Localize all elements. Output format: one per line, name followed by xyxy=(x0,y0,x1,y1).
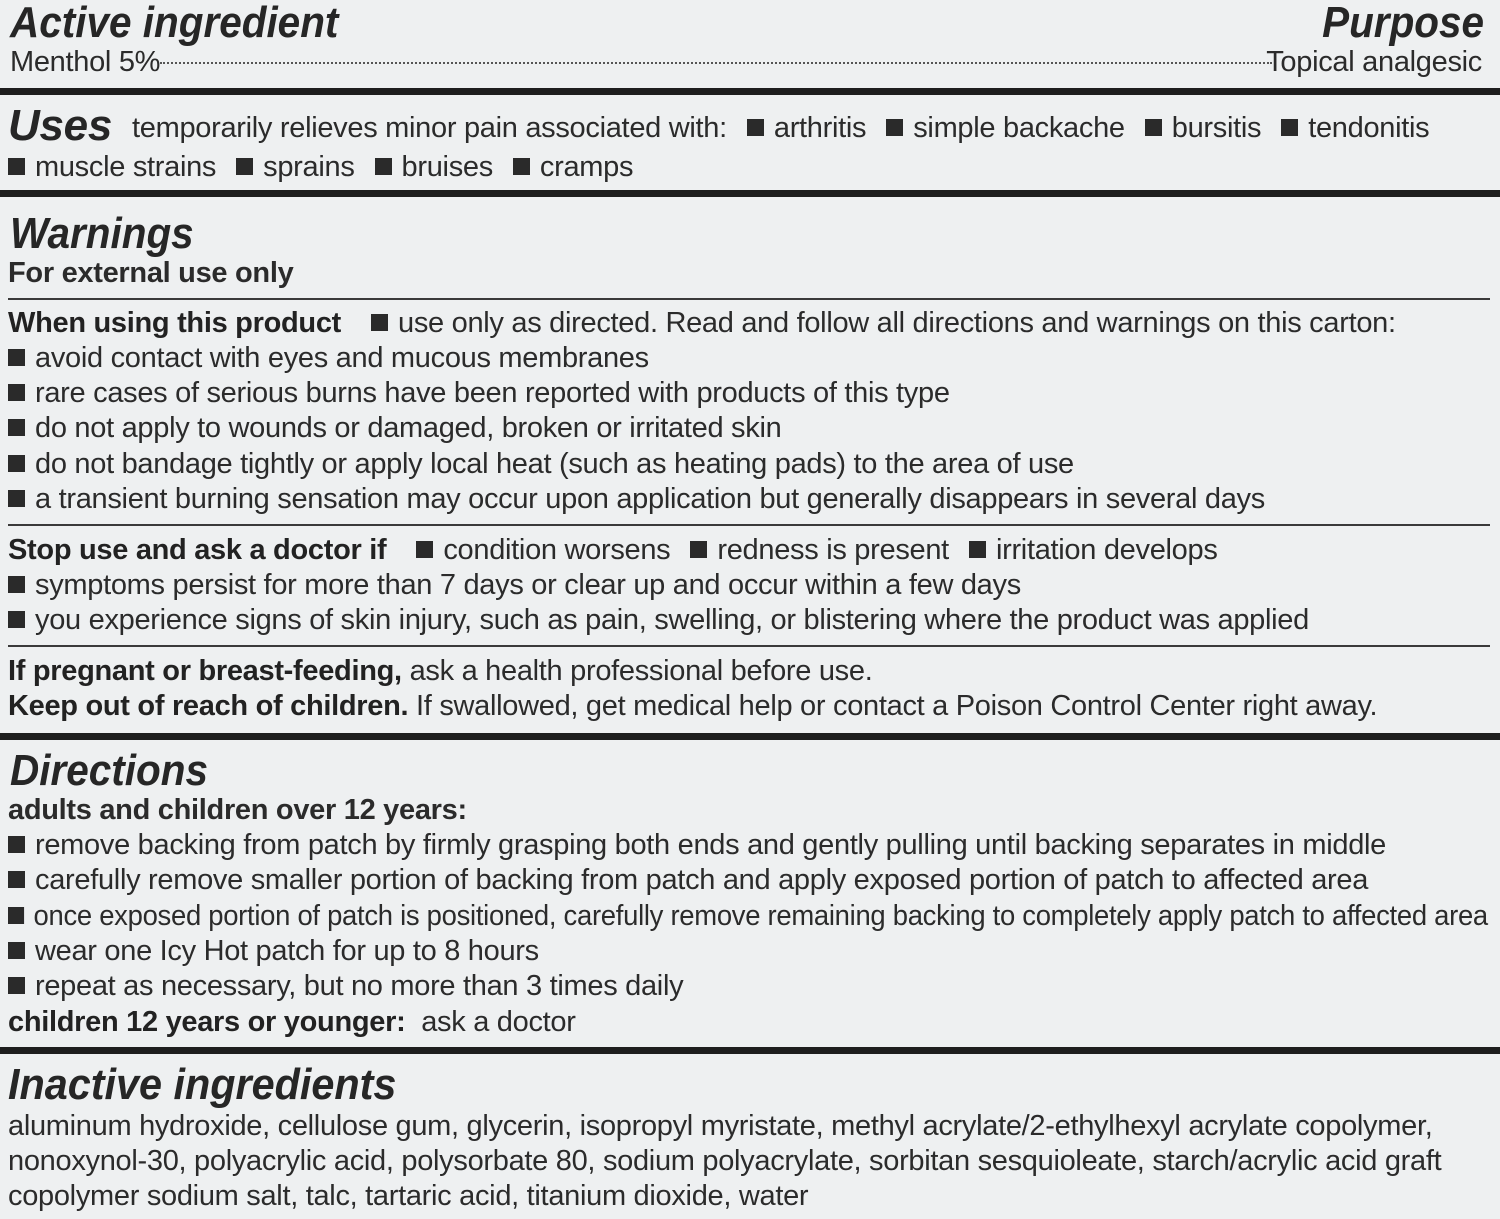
when-using-item: do not bandage tightly or apply local heat (such as heating pads) to the area of use xyxy=(35,448,1074,480)
active-ingredient-name: Menthol 5% xyxy=(10,46,161,78)
uses-heading: Uses xyxy=(8,101,112,150)
external-use-text: For external use only xyxy=(8,257,294,289)
uses-item: simple backache xyxy=(913,112,1125,144)
directions-item: once exposed portion of patch is positioned, carefully remove remaining backing to completely apply patch to affected area xyxy=(33,900,1488,932)
uses-item: cramps xyxy=(539,151,634,183)
bullet-icon xyxy=(416,541,433,558)
when-using-item: do not apply to wounds or damaged, broken or irritated skin xyxy=(35,412,782,444)
bullet-icon xyxy=(1145,119,1162,136)
active-ingredient-heading: Active ingredient xyxy=(10,0,339,47)
when-using-item: use only as directed. Read and follow all directions and warnings on this carton: xyxy=(398,307,1396,339)
bullet-icon xyxy=(690,541,707,558)
bullet-icon xyxy=(8,836,25,853)
stop-use-item: you experience signs of skin injury, such as pain, swelling, or blistering where the product was applied xyxy=(35,604,1309,636)
bullet-icon xyxy=(8,942,25,959)
active-ingredient-section xyxy=(0,0,1500,88)
bullet-icon xyxy=(8,384,25,401)
bullet-icon xyxy=(8,576,25,593)
bullet-icon xyxy=(8,490,25,507)
bullet-icon xyxy=(8,907,24,924)
stop-use-item: symptoms persist for more than 7 days or clear up and occur within a few days xyxy=(35,569,1021,601)
bullet-icon xyxy=(969,541,986,558)
subsection-divider xyxy=(8,645,1490,647)
directions-children-text: ask a doctor xyxy=(421,1006,576,1038)
directions-item: carefully remove smaller portion of backing from patch and apply exposed portion of patch to affected area xyxy=(35,864,1369,896)
inactive-ingredients-heading: Inactive ingredients xyxy=(8,1060,397,1109)
bullet-icon xyxy=(371,314,388,331)
directions-item: remove backing from patch by firmly grasping both ends and gently pulling until backing separates in middle xyxy=(35,829,1386,861)
warnings-heading: Warnings xyxy=(10,209,194,258)
subsection-divider xyxy=(8,298,1490,300)
children-warning-label: Keep out of reach of children. xyxy=(8,690,409,722)
directions-adults-label: adults and children over 12 years: xyxy=(8,794,467,826)
uses-item: bursitis xyxy=(1171,112,1262,144)
inactive-ingredients-section xyxy=(0,1054,1500,1219)
directions-children-label: children 12 years or younger: xyxy=(8,1006,406,1038)
uses-section xyxy=(0,95,1500,190)
bullet-icon xyxy=(747,119,764,136)
directions-item: wear one Icy Hot patch for up to 8 hours xyxy=(35,935,539,967)
uses-item: muscle strains xyxy=(35,151,217,183)
uses-item: arthritis xyxy=(773,112,867,144)
when-using-item: rare cases of serious burns have been reported with products of this type xyxy=(35,377,950,409)
directions-section xyxy=(0,740,1500,1047)
inactive-ingredients-line: nonoxynol-30, polyacrylic acid, polysorbate 80, sodium polyacrylate, sorbitan sesquioleate, starch/acrylic acid graft xyxy=(8,1145,1442,1177)
section-divider xyxy=(0,190,1500,197)
bullet-icon xyxy=(513,158,530,175)
uses-item: tendonitis xyxy=(1308,112,1430,144)
bullet-icon xyxy=(8,455,25,472)
bullet-icon xyxy=(886,119,903,136)
section-divider xyxy=(0,733,1500,740)
uses-item: sprains xyxy=(263,151,355,183)
bullet-icon xyxy=(8,158,25,175)
uses-intro: temporarily relieves minor pain associated with: xyxy=(132,112,727,144)
directions-heading: Directions xyxy=(10,746,208,795)
inactive-ingredients-line: copolymer sodium salt, talc, tartaric acid, titanium dioxide, water xyxy=(8,1180,809,1212)
bullet-icon xyxy=(8,611,25,628)
directions-item: repeat as necessary, but no more than 3 times daily xyxy=(35,970,684,1002)
section-divider xyxy=(0,1047,1500,1054)
bullet-icon xyxy=(375,158,392,175)
pregnant-text: ask a health professional before use. xyxy=(409,655,873,687)
stop-use-item: irritation develops xyxy=(995,534,1218,566)
warnings-section xyxy=(0,197,1500,733)
stop-use-item: redness is present xyxy=(717,534,949,566)
when-using-item: avoid contact with eyes and mucous membranes xyxy=(35,342,649,374)
uses-item: bruises xyxy=(401,151,493,183)
pregnant-label: If pregnant or breast-feeding, xyxy=(8,655,402,687)
children-warning-text: If swallowed, get medical help or contact a Poison Control Center right away. xyxy=(416,690,1378,722)
when-using-item: a transient burning sensation may occur upon application but generally disappears in several days xyxy=(35,483,1265,515)
bullet-icon xyxy=(8,977,25,994)
leader-dots xyxy=(160,62,1272,64)
purpose-text: Topical analgesic xyxy=(1266,46,1482,78)
section-divider xyxy=(0,88,1500,95)
bullet-icon xyxy=(236,158,253,175)
bullet-icon xyxy=(8,871,25,888)
stop-use-label: Stop use and ask a doctor if xyxy=(8,534,387,566)
inactive-ingredients-line: aluminum hydroxide, cellulose gum, glycerin, isopropyl myristate, methyl acrylate/2-ethylhexyl acrylate copolymer, xyxy=(8,1110,1433,1142)
subsection-divider xyxy=(8,524,1490,526)
when-using-label: When using this product xyxy=(8,307,342,339)
bullet-icon xyxy=(1281,119,1298,136)
bullet-icon xyxy=(8,349,25,366)
purpose-heading: Purpose xyxy=(1322,0,1484,47)
stop-use-item: condition worsens xyxy=(443,534,671,566)
bullet-icon xyxy=(8,419,25,436)
